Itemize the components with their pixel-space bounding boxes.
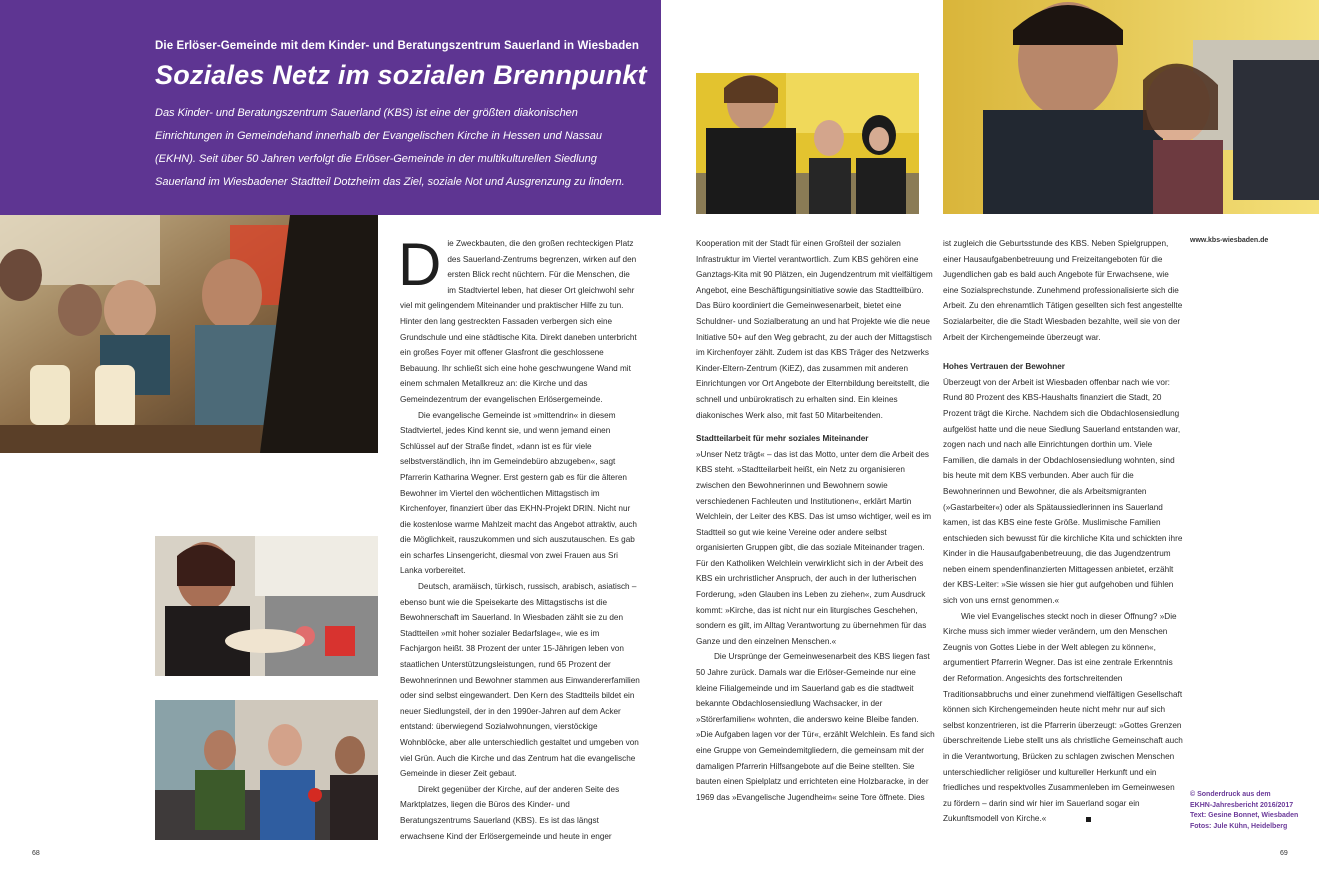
- header-banner: [0, 0, 661, 215]
- website-link[interactable]: www.kbs-wiesbaden.de: [1190, 237, 1269, 244]
- paragraph-3: Deutsch, aramäisch, türkisch, russisch, arabisch, asiatisch – ebenso bunt wie die Speisekarte des Mittagstischs ist die Bewohnerschaft im Sauerland. In Wiesbaden zählt sie zu den Stadtteilen »mit hoher sozialer Bedarfslage«, wie es im Fachjargon heißt. 38 Prozent der unter 15-Jährigen leben von staatlichen Unterstützungsleistungen, rund 65 Prozent der Bewohnerinnen und Bewohner stammen aus Einwandererfamilien oder sind selbst eingewandert. Den Kern des Stadtteils bildet ein neuer Siedlungsteil, der in den 1990er-Jahren auf dem Acker entstand: überwiegend Sozialwohnungen, vierstöckige Wohnblöcke, aber alle unterschiedlich gestaltet und umgeben von viel Grün. Auch die Kirche und das Zentrum hat die evangelische Gemeinde in dieser Zeit gebaut.: [400, 582, 640, 779]
- photo-youth-center: [696, 73, 919, 214]
- column-3: [943, 236, 1183, 827]
- column-2: [696, 236, 936, 805]
- page-number-left: 68: [32, 850, 40, 857]
- paragraph-7: Die Ursprünge der Gemeinwesenarbeit des KBS liegen fast 50 Jahre zurück. Damals war die Erlöser-Gemeinde nur eine kleine Filialgemeinde und im Sauerland gab es die stadtweit bekannte Obdachlosensiedlung Wachsacker, in der »Störerfamilien« wohnten, die anderswo keine Bleibe fanden. »Die Aufgaben lagen vor der Tür«, erzählt Welchlein. Es fand sich eine Gruppe von Gemeindemitgliedern, die gemeinsam mit der damaligen Pfarrerin Hilfsangebote auf die Beine stellten. Sie bauten einen Spielplatz und errichteten eine Holzbaracke, in der 1969 das »Evangelische Jugendheim« seine Tore öffnete. Dies: [696, 652, 935, 802]
- photo-kids-laptop: [943, 0, 1319, 214]
- paragraph-10: [943, 609, 1183, 827]
- credit-line-4: Fotos: Jule Kühn, Heidelberg: [1190, 822, 1288, 830]
- kicker: Die Erlöser-Gemeinde mit dem Kinder- und Beratungszentrum Sauerland in Wiesbaden: [155, 40, 639, 52]
- column-1: [398, 231, 640, 844]
- photo-woman-cooking: [155, 536, 378, 676]
- end-mark-icon: [1086, 817, 1091, 822]
- paragraph-9: Überzeugt von der Arbeit ist Wiesbaden offenbar nach wie vor: Rund 80 Prozent des KBS-Haushalts finanziert die Stadt, 20 Prozent trägt die Kirche. Nachdem sich die Obdachlosensiedlung aufgelöst hatte und die neue Siedlung Sauerland entstanden war, zogen nach und nach alle Einrichtungen dorthin um. Viele Familien, die damals in der Obdachlosensiedlung wohnten, sind bis heute mit dem KBS verbunden. Aber auch für die Bewohnerinnen und Bewohner, die als Arbeitsmigranten (»Gastarbeiter«) oder als Spätaussiedlerinnen ins Sauerland kamen, ist das KBS eine feste Größe. Muslimische Familien entschieden sich bewusst für die kirchliche Kita und schickten ihre Kinder in die Hausaufgabenbetreuung, die das Jugendzentrum neben einem spendenfinanzierten Mittagessen anbietet, erzählt der KBS-Leiter: »Sie wissen sie hier gut aufgehoben und fühlen sich von uns ernst genommen.«: [943, 377, 1183, 606]
- article-title: Soziales Netz im sozialen Brennpunkt: [155, 60, 647, 90]
- credit-line-2: EKHN-Jahresbericht 2016/2017: [1190, 801, 1294, 809]
- paragraph-5: Kooperation mit der Stadt für einen Großteil der sozialen Infrastruktur im Viertel verantwortlich. Zum KBS gehören eine Ganztags-Kita mit 90 Plätzen, ein Jugendzentrum mit vielfältigem Angebot, eine Beschäftigungsinitiative sowie das Stadtteilbüro. Das Büro koordiniert die Gemeinwesenarbeit, bietet eine Schuldner- und Sozialberatung an und hat Projekte wie die neue Initiative 50+ auf den Weg gebracht, zu der auch der Mittagstisch im Kirchenfoyer zählt. Zudem ist das KBS Träger des Netzwerks Kinder-Eltern-Zentrum (KiEZ), das zusammen mit anderen Einrichtungen vor Ort Angebote der Elternbildung bereitstellt, die schnell und unbürokratisch zu erhalten sind. Ein kleines diakonisches Werk also, mit fast 50 Mitarbeitenden.: [696, 239, 933, 420]
- paragraph-2: Die evangelische Gemeinde ist »mittendrin« in diesem Stadtviertel, jedes Kind kennt sie, und wenn jemand einen Schlüssel auf der Straße findet, »dann ist es für viele selbstverständlich, ihn im Gemeindebüro abzugeben«, sagt Pfarrerin Katharina Wegner. Erst gestern gab es für die älteren Bewohner im Viertel den wöchentlichen Mittagstisch im Kirchenfoyer, finanziert über das EKHN-Projekt DRIN. Nicht nur die kostenlose warme Mahlzeit macht das Angebot attraktiv, auch die Möglichkeit, rauszukommen und sich auszutauschen. Es gab ein scharfes Linsengericht, diesmal von zwei Frauen aus Sri Lanka vorbereitet.: [400, 410, 637, 576]
- credit-line-3: Text: Gesine Bonnet, Wiesbaden: [1190, 812, 1299, 819]
- subheading-stadtteilarbeit: Stadtteilarbeit für mehr soziales Miteinander: [696, 434, 869, 444]
- photo-credits: [1190, 790, 1298, 832]
- paragraph-1-text: ie Zweckbauten, die den großen rechteckigen Platz des Sauerland-Zentrums begrenzen, wirken auf den ersten Blick recht nüchtern. Für die Menschen, die im Stadtviertel leben, hat dieser Ort gleichwohl sehr viel mit gelingendem Miteinander und praktischer Hilfe zu tun. Hinter den lang gestreckten Fassaden verbergen sich eine Grundschule und eine städtische Kita. Direkt daneben unterbricht ein großes Foyer mit offener Glasfront die geschlossene Bebauung. Ihr schließt sich eine hohe geschwungene Wand mit einem schmalen Metallkreuz an: die Kirche und das Gemeindezentrum der evangelischen Erlösergemeinde.: [400, 239, 637, 404]
- article-lead: Das Kinder- und Beratungszentrum Sauerland (KBS) ist eine der größten diakonischen Einrichtungen in Gemeindehand innerhalb der Evangelischen Kirche in Hessen und Nassau (EKHN). Seit über 50 Jahren verfolgt die Erlöser-Gemeinde in der multikulturellen Siedlung Sauerland im Wiesbadener Stadtteil Dotzheim das Ziel, soziale Not und Ausgrenzung zu lindern.: [155, 107, 625, 188]
- subheading-vertrauen: Hohes Vertrauen der Bewohner: [943, 362, 1065, 372]
- paragraph-8: ist zugleich die Geburtsstunde des KBS. Neben Spielgruppen, einer Hausaufgabenbetreuung und Freizeitangeboten für die Jugendlichen gab es bald auch Angebote für Erwachsene, wie eine Sozialsprechstunde. Zunehmend professionalisierte sich die Arbeit. Zu den ehrenamtlich Tätigen gesellten sich fest angestellte Sozialarbeiter, die die Stadt Wiesbaden bezahlte, weil sie von der Arbeit der Kirchengemeinde überzeugt war.: [943, 239, 1183, 342]
- credit-line-1: © Sonderdruck aus dem: [1190, 791, 1271, 798]
- photo-group-conversation: [155, 700, 378, 840]
- paragraph-10-text: Wie viel Evangelisches steckt noch in dieser Öffnung? »Die Kirche muss sich immer wieder verändern, um den Menschen Zeugnis von Gottes Liebe in der Welt ablegen zu können«, argumentiert Pfarrerin Wegner. Das ist eine zentrale Erkenntnis der Reformation. Angesichts des fortschreitenden Traditionsabbruchs und einer zunehmend vielfältigen Gesellschaft können sich Kirchengemeinden heute nicht mehr nur auf sich selbst konzentrieren, ist die Pfarrerin überzeugt: »Gottes Grenzen überschreitende Liebe stellt uns als christliche Gemeinschaft auch in die Verantwortung, Brücken zu schlagen zwischen Menschen unterschiedlicher religiöser und kultureller Herkunft und ein friedliches und respektvolles Zusammenleben im Gemeinwesen zu fördern – darin sind wir hier im Sauerland sogar ein Zukunftsmodell von Kirche.«: [943, 611, 1183, 824]
- page-number-right: 69: [1280, 850, 1288, 857]
- drop-cap: D: [398, 231, 442, 298]
- paragraph-1: [398, 231, 640, 408]
- photo-elderly-lunch: [0, 215, 378, 453]
- paragraph-6: »Unser Netz trägt« – das ist das Motto, unter dem die Arbeit des KBS steht. »Stadtteilarbeit heißt, ein Netz zu organisieren zwischen den Bewohnerinnen und Bewohnern sowie verschiedenen Fachleuten und Institutionen«, erklärt Martin Welchlein, der Leiter des KBS. Das ist umso wichtiger, weil es im Stadtteil so gut wie keine Vereine oder andere selbst organisierten Gruppen gibt, die das soziale Miteinander tragen. Für den Katholiken Welchlein verwirklicht sich in der Arbeit des KBS ein urchristlicher Anspruch, der auch in der lutherischen Forderung, »den Glauben ins Leben zu ziehen«, zum Ausdruck kommt: »Kirche, das ist nicht nur ein liturgisches Geschehen, sondern es gilt, im Alltag Verantwortung zu übernehmen für das Ganze und den einzelnen Menschen.«: [696, 449, 932, 646]
- paragraph-4: Direkt gegenüber der Kirche, auf der anderen Seite des Marktplatzes, liegen die Büros des Kinder- und Beratungszentrums Sauerland (KBS). Es ist das längst erwachsene Kind der Erlösergemeinde und heute in enger: [400, 784, 620, 841]
